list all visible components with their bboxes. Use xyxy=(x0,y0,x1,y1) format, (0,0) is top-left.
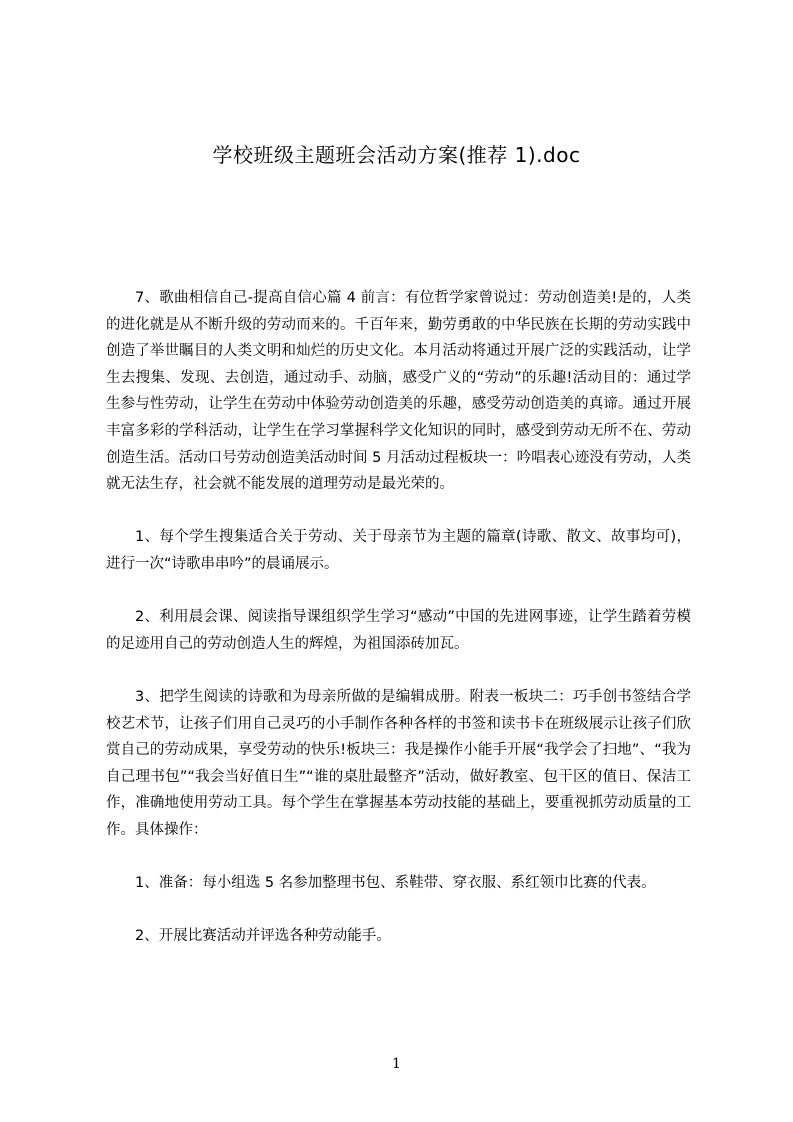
paragraph-step-1-prepare: 1、准备：每小组选 5 名参加整理书包、系鞋带、穿衣服、系红领巾比赛的代表。 xyxy=(135,875,656,892)
paragraph-step-2-competition: 2、开展比赛活动并评选各种劳动能手。 xyxy=(135,928,391,945)
paragraph-item-2-morning-class: 2、利用晨会课、阅读指导课组织学生学习“感动”中国的先进网事迹，让学生踏着劳模的足迹用自己的劳动创造人生的辉煌，为祖国添砖加瓦。 xyxy=(106,609,691,652)
document-title: 学校班级主题班会活动方案(推荐 1).doc xyxy=(212,143,581,167)
page-number: 1 xyxy=(392,1056,401,1072)
paragraph-item-3-compile: 3、把学生阅读的诗歌和为母亲所做的是编辑成册。附表一板块二：巧手创书签结合学校艺术节，让孩子们用自己灵巧的小手制作各种各样的书签和读书卡在班级展示让孩子们欣赏自己的劳动成果，享受劳动的快乐!板块三：我是操作小能手开展“我学会了扫地”、“我为自己理书包”“我会当好值日生”“谁的桌肚最整齐”活动，做好教室、包干区的值日、保洁工作，准确地使用劳动工具。每个学生在掌握基本劳动技能的基础上，要重视抓劳动质量的工作。具体操作： xyxy=(106,688,691,838)
document-body xyxy=(106,285,691,950)
paragraph-item-1-collect: 1、每个学生搜集适合关于劳动、关于母亲节为主题的篇章(诗歌、散文、故事均可)，进行一次“诗歌串串吟”的晨诵展示。 xyxy=(106,529,691,572)
paragraph-intro: 7、歌曲相信自己-提高自信心篇 4 前言：有位哲学家曾说过：劳动创造美!是的，人类的进化就是从不断升级的劳动而来的。千百年来，勤劳勇敢的中华民族在长期的劳动实践中创造了举世瞩目的人类文明和灿烂的历史文化。本月活动将通过开展广泛的实践活动，让学生去搜集、发现、去创造，通过动手、动脑，感受广义的“劳动”的乐趣!活动目的：通过学生参与性劳动，让学生在劳动中体验劳动创造美的乐趣，感受劳动创造美的真谛。通过开展丰富多彩的学科活动，让学生在学习掌握科学文化知识的同时，感受到劳动无所不在、劳动创造生活。活动口号劳动创造美活动时间 5 月活动过程板块一：吟唱表心迹没有劳动，人类就无法生存，社会就不能发展的道理劳动是最光荣的。 xyxy=(106,290,691,493)
